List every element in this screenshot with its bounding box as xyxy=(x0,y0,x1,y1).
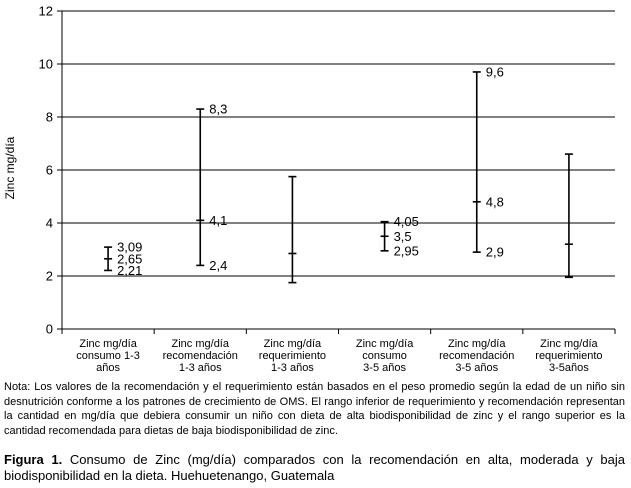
data-label-mid: 4,8 xyxy=(485,194,504,210)
data-label-high: 8,3 xyxy=(209,101,228,117)
y-tick-label-0: 0 xyxy=(45,321,53,337)
error-bar-4 xyxy=(381,214,419,258)
category-label-line: 1-3 años xyxy=(178,362,222,374)
error-bar-1 xyxy=(104,240,142,278)
category-label-line: consumo 1-3 xyxy=(76,350,140,362)
y-tick-label-4: 4 xyxy=(45,215,53,231)
category-label-6 xyxy=(535,338,602,374)
error-bar-3 xyxy=(288,177,296,283)
category-label-line: Zinc mg/día xyxy=(540,338,598,350)
category-label-line: 3-5años xyxy=(549,362,589,374)
grid-lines xyxy=(62,11,615,276)
category-label-line: recomendación xyxy=(162,350,238,362)
data-label-low: 2,9 xyxy=(485,244,504,260)
category-label-line: consumo xyxy=(362,350,407,362)
category-label-line: años xyxy=(96,362,121,374)
category-label-line: Zinc mg/día xyxy=(171,338,229,350)
data-label-low: 2,95 xyxy=(393,243,419,259)
y-tick-label-6: 6 xyxy=(45,162,53,178)
error-bar-6 xyxy=(565,154,573,277)
y-tick-label-2: 2 xyxy=(45,268,53,284)
category-label-line: 3-5 años xyxy=(363,362,406,374)
category-label-line: requerimiento xyxy=(258,350,327,362)
data-label-low: 2,4 xyxy=(209,257,228,273)
data-label-high: 3,09 xyxy=(117,239,143,255)
category-label-2 xyxy=(163,338,238,374)
data-label-mid: 3,5 xyxy=(393,228,412,244)
y-tick-label-10: 10 xyxy=(38,56,53,72)
error-bar-2 xyxy=(196,102,227,273)
category-label-5 xyxy=(439,338,514,374)
chart-note: Nota: Los valores de la recomendación y el requerimiento están basados en el peso promedio según la edad de un niño sin desnutrición conforme a los patrones de crecimiento de OMS. El rango inferior de requerimiento y recomendación representan la cantidad en mg/día que debiera consumir un niño con dieta de alta biodisponibilidad de zinc y el rango superior es la cantidad recomendada para dietas de baja biodisponibilidad de zinc. xyxy=(4,381,625,437)
data-label-low: 2,21 xyxy=(117,262,143,278)
category-label-line: requerimiento xyxy=(535,350,603,362)
y-tick-label-12: 12 xyxy=(38,3,53,19)
y-axis-title: Zinc mg/día xyxy=(3,136,17,200)
error-bar-5 xyxy=(473,64,504,259)
category-label-line: 1-3 años xyxy=(271,362,314,374)
category-label-line: Zinc mg/día xyxy=(79,338,137,350)
figure-label: Figura 1. xyxy=(4,452,63,467)
axes xyxy=(57,11,615,334)
data-label-mid: 4,1 xyxy=(209,212,228,228)
category-label-line: recomendación xyxy=(439,350,515,362)
category-label-1 xyxy=(76,338,140,374)
category-label-3 xyxy=(259,338,326,374)
category-label-line: Zinc mg/día xyxy=(263,338,322,350)
y-tick-labels xyxy=(39,4,53,337)
category-label-4 xyxy=(356,338,414,374)
data-label-high: 4,05 xyxy=(393,214,419,230)
y-tick-label-8: 8 xyxy=(45,109,53,125)
category-label-line: Zinc mg/día xyxy=(448,338,506,350)
data-label-high: 9,6 xyxy=(485,64,504,80)
data-label-mid: 2,65 xyxy=(117,251,143,267)
category-label-line: 3-5 años xyxy=(455,362,499,374)
error-bars xyxy=(104,64,573,282)
category-labels xyxy=(76,338,602,374)
figure-caption-text: Consumo de Zinc (mg/día) comparados con la recomendación en alta, moderada y baja biodisponibilidad en la dieta. Huehuetenango, Guatemala xyxy=(4,452,625,483)
figure-caption xyxy=(4,452,625,484)
category-label-line: Zinc mg/día xyxy=(355,338,414,350)
